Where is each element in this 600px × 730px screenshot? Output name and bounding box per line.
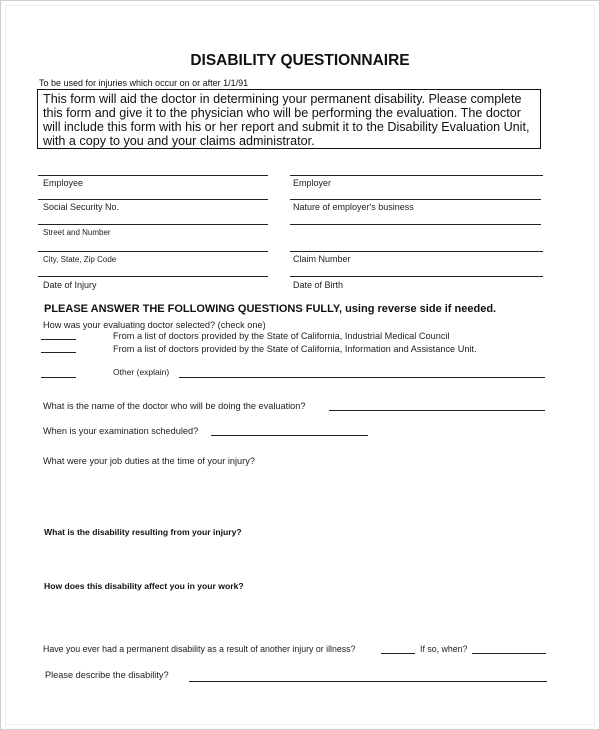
prior-disability-question: Have you ever had a permanent disability as a result of another injury or illness? bbox=[43, 644, 356, 654]
date-of-injury-label: Date of Injury bbox=[43, 280, 97, 290]
claim-number-label: Claim Number bbox=[293, 254, 351, 264]
if-so-when-line[interactable] bbox=[472, 653, 546, 654]
option-other-label: Other (explain) bbox=[113, 367, 170, 377]
business-nature-label: Nature of employer's business bbox=[293, 202, 414, 212]
employer-label: Employer bbox=[293, 178, 332, 188]
other-explain-line[interactable] bbox=[179, 377, 545, 378]
exam-scheduled-line[interactable] bbox=[211, 435, 368, 436]
employee-label: Employee bbox=[43, 178, 84, 188]
claim-number-field-line[interactable] bbox=[290, 251, 543, 252]
exam-scheduled-question: When is your examination scheduled? bbox=[43, 426, 199, 436]
option-imc-checkbox-line[interactable] bbox=[41, 339, 76, 340]
date-of-birth-field-line[interactable] bbox=[290, 276, 543, 277]
doctor-selection-prompt: How was your evaluating doctor selected? (check one) bbox=[43, 320, 266, 330]
option-other-checkbox-line[interactable] bbox=[41, 377, 76, 378]
document-title: DISABILITY QUESTIONNAIRE bbox=[190, 52, 410, 69]
business-nature-field-line[interactable] bbox=[290, 199, 541, 200]
date-of-birth-label: Date of Birth bbox=[293, 280, 344, 290]
instructions-heading: PLEASE ANSWER THE FOLLOWING QUESTIONS FULLY, using reverse side if needed. bbox=[44, 303, 497, 315]
business-nature-continued-line[interactable] bbox=[290, 224, 541, 225]
document-subtitle: To be used for injuries which occur on or after 1/1/91 bbox=[39, 78, 249, 88]
if-so-when-label: If so, when? bbox=[420, 644, 468, 654]
street-field-line[interactable] bbox=[38, 224, 268, 225]
intro-box: This form will aid the doctor in determining your permanent disability. Please complete this form and give it to the physician who will be performing the evaluation. The doctor will include this form with his or her report and submit it to the Disability Evaluation Unit, with a copy to you and your claims administrator. bbox=[37, 89, 541, 149]
disability-result-question: What is the disability resulting from your injury? bbox=[44, 527, 242, 537]
ssn-field-line[interactable] bbox=[38, 199, 268, 200]
prior-disability-answer-line[interactable] bbox=[381, 653, 415, 654]
employee-field-line[interactable] bbox=[38, 175, 268, 176]
doctor-name-line[interactable] bbox=[329, 410, 545, 411]
describe-disability-line[interactable] bbox=[189, 681, 547, 682]
ssn-label: Social Security No. bbox=[43, 202, 120, 212]
doctor-name-question: What is the name of the doctor who will be doing the evaluation? bbox=[43, 401, 306, 411]
street-label: Street and Number bbox=[43, 228, 111, 237]
disability-effect-question: How does this disability affect you in your work? bbox=[44, 581, 244, 591]
employer-field-line[interactable] bbox=[290, 175, 543, 176]
job-duties-question: What were your job duties at the time of your injury? bbox=[43, 456, 255, 466]
date-of-injury-field-line[interactable] bbox=[38, 276, 268, 277]
city-state-zip-label: City, State, Zip Code bbox=[43, 255, 117, 264]
option-iau-checkbox-line[interactable] bbox=[41, 352, 76, 353]
city-state-zip-field-line[interactable] bbox=[38, 251, 268, 252]
describe-disability-question: Please describe the disability? bbox=[45, 670, 169, 680]
option-imc-label: From a list of doctors provided by the State of California, Industrial Medical Council bbox=[113, 331, 450, 341]
option-iau-label: From a list of doctors provided by the State of California, Information and Assistance Unit. bbox=[113, 344, 477, 354]
